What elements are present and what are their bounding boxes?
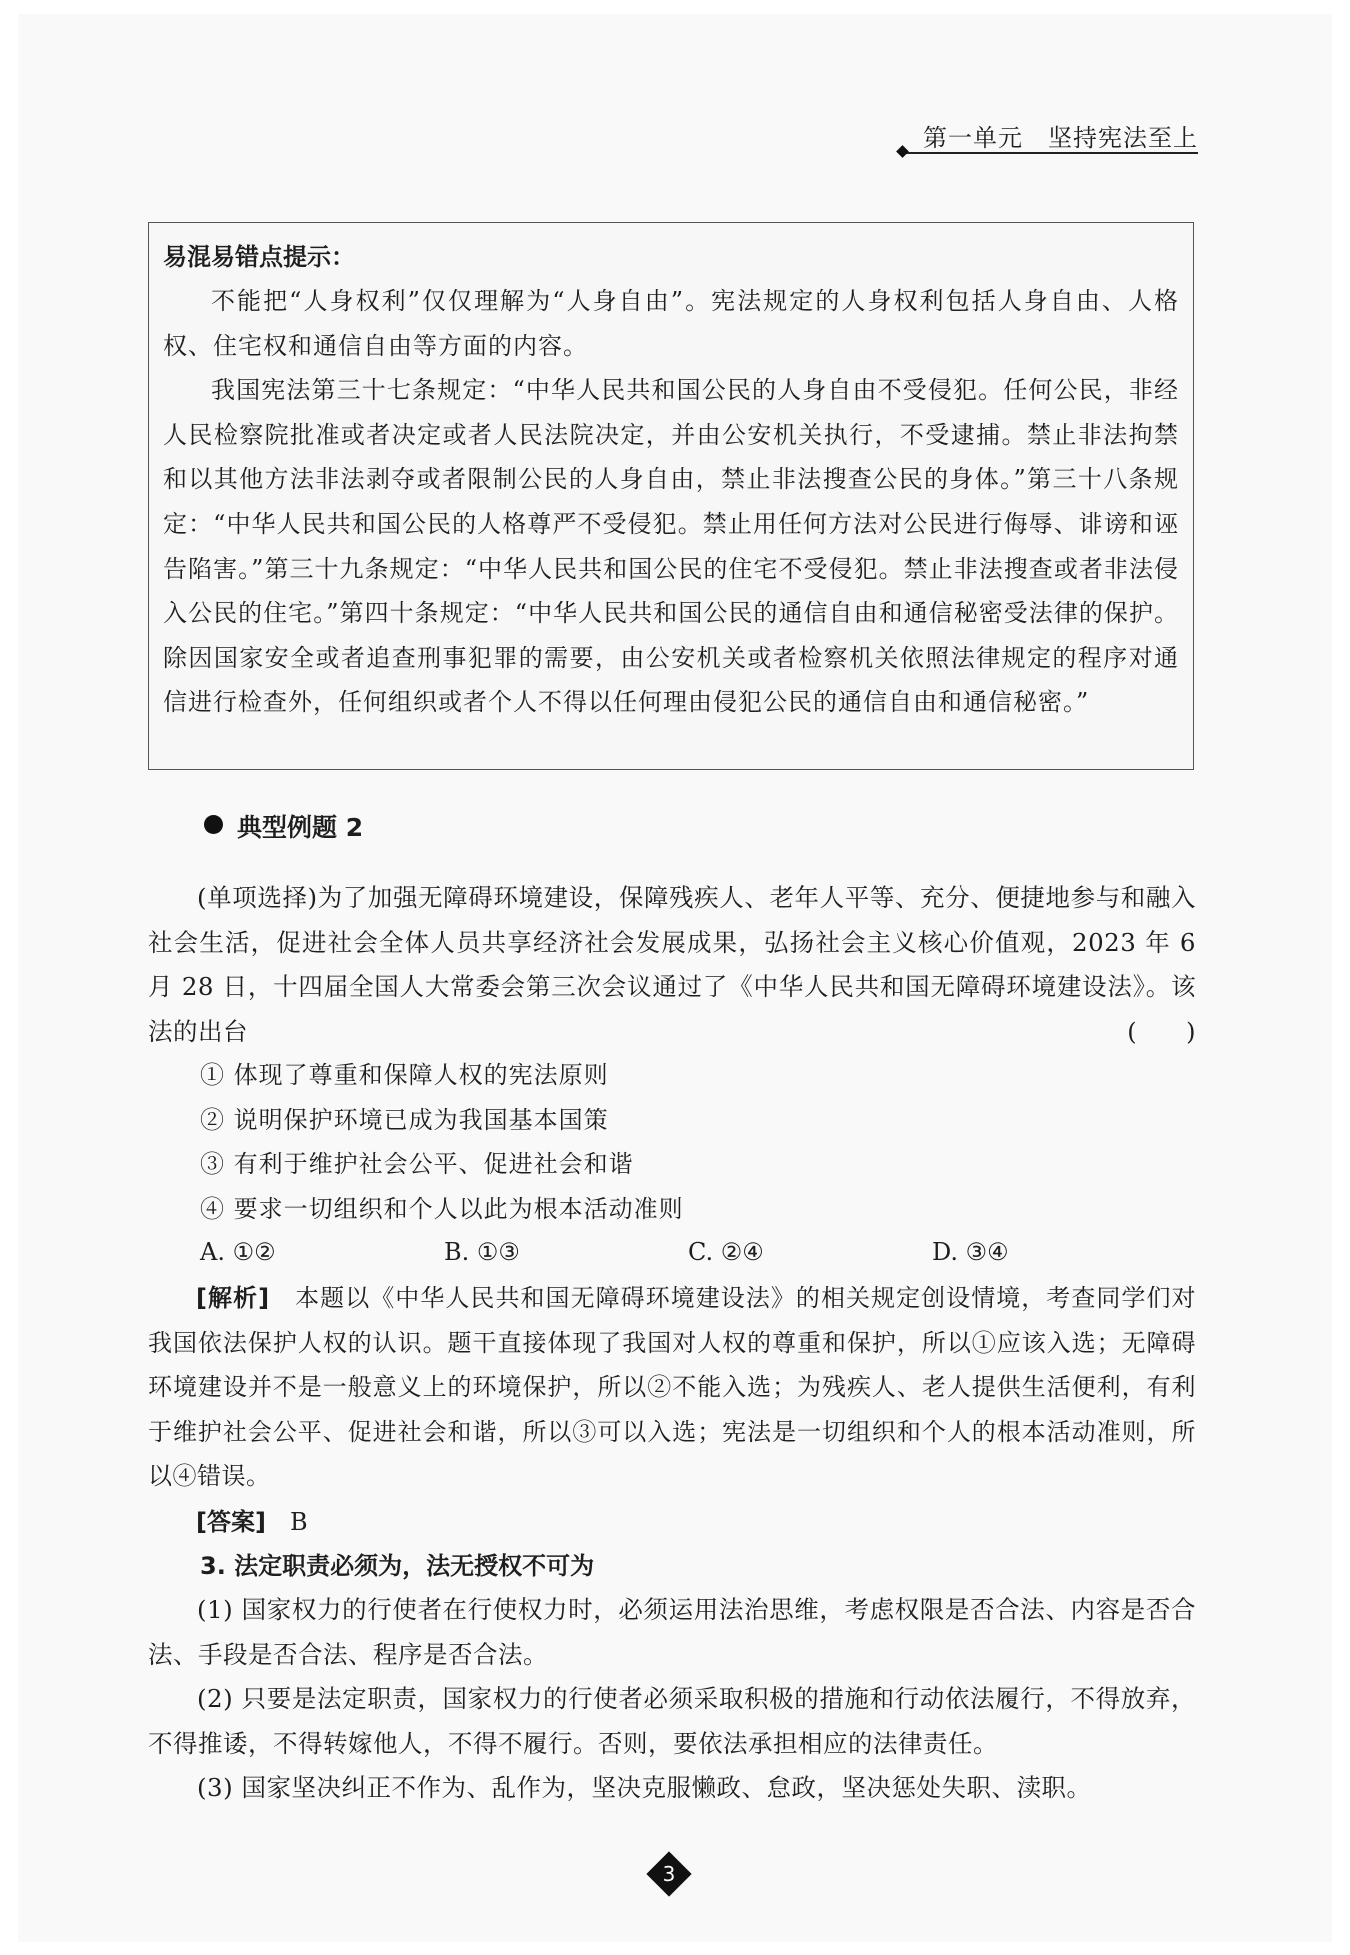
statement-options bbox=[200, 1053, 1200, 1231]
question-stem-text: (单项选择)为了加强无障碍环境建设，保障残疾人、老年人平等、充分、便捷地参与和融入社会生活，促进社会全体人员共享经济社会发展成果，弘扬社会主义核心价值观，2023 年 6 月 28 日，十四届全国人大常委会第三次会议通过了《中华人民共和国无障碍环境建设法》。该法的出台 bbox=[148, 883, 1196, 1046]
answer-section bbox=[148, 1500, 1196, 1544]
point-paragraph: (1) 国家权力的行使者在行使权力时，必须运用法治思维，考虑权限是否合法、内容是否合法、手段是否合法、程序是否合法。 bbox=[148, 1595, 1196, 1669]
point-paragraph: (3) 国家坚决纠正不作为、乱作为，坚决克服懒政、怠政，坚决惩处失职、渎职。 bbox=[197, 1773, 1092, 1803]
choice-a: A. ①② bbox=[200, 1238, 276, 1266]
running-header bbox=[898, 118, 1198, 158]
answer-value: B bbox=[289, 1508, 308, 1536]
tip-paragraph: 不能把“人身权利”仅仅理解为“人身自由”。宪法规定的人身权利包括人身自由、人格权、住宅权和通信自由等方面的内容。 bbox=[163, 287, 1179, 360]
statement-option: ④ 要求一切组织和个人以此为根本活动准则 bbox=[200, 1194, 684, 1223]
section-heading: 3. 法定职责必须为，法无授权不可为 bbox=[200, 1552, 595, 1580]
analysis-paragraph bbox=[148, 1276, 1196, 1499]
analysis-section bbox=[148, 1276, 1196, 1499]
tip-box-body bbox=[163, 279, 1179, 725]
page-number-badge bbox=[647, 1852, 691, 1896]
tip-box bbox=[148, 222, 1194, 770]
choice-b: B. ①③ bbox=[444, 1238, 520, 1266]
diamond-icon bbox=[896, 145, 909, 158]
section-points bbox=[148, 1588, 1196, 1811]
point-paragraph: (2) 只要是法定职责，国家权力的行使者必须采取积极的措施和行动依法履行，不得放弃，不得推诿，不得转嫁他人，不得不履行。否则，要依法承担相应的法律责任。 bbox=[148, 1684, 1196, 1758]
unit-title: 第一单元 坚持宪法至上 bbox=[923, 124, 1198, 152]
statement-option: ③ 有利于维护社会公平、促进社会和谐 bbox=[200, 1150, 634, 1179]
answer-paragraph bbox=[148, 1500, 1196, 1544]
question-stem bbox=[148, 876, 1196, 1054]
choice-c: C. ②④ bbox=[688, 1238, 764, 1266]
statement-option: ① 体现了尊重和保障人权的宪法原则 bbox=[200, 1061, 609, 1089]
page-number: 3 bbox=[662, 1862, 676, 1886]
answer-choices bbox=[200, 1230, 1200, 1274]
header-rule bbox=[904, 152, 1198, 154]
answer-bracket: ( ) bbox=[1127, 1017, 1196, 1046]
analysis-tag: [解析] bbox=[196, 1284, 270, 1312]
question-text bbox=[148, 876, 1196, 1054]
answer-tag: [答案] bbox=[196, 1508, 266, 1536]
example-heading: 典型例题 2 bbox=[237, 813, 364, 842]
tip-box-title: 易混易错点提示： bbox=[163, 243, 355, 271]
statement-option: ② 说明保护环境已成为我国基本国策 bbox=[200, 1105, 609, 1134]
bullet-icon bbox=[204, 815, 223, 834]
tip-paragraph: 我国宪法第三十七条规定：“中华人民共和国公民的人身自由不受侵犯。任何公民，非经人民检察院批准或者决定或者人民法院决定，并由公安机关执行，不受逮捕。禁止非法拘禁和以其他方法非法剥夺或者限制公民的人身自由，禁止非法搜查公民的身体。”第三十八条规定：“中华人民共和国公民的人格尊严不受侵犯。禁止用任何方法对公民进行侮辱、诽谤和诬告陷害。”第三十九条规定：“中华人民共和国公民的住宅不受侵犯。禁止非法搜查或者非法侵入公民的住宅。”第四十条规定：“中华人民共和国公民的通信自由和通信秘密受法律的保护。除因国家安全或者追查刑事犯罪的需要，由公安机关或者检察机关依照法律规定的程序对通信进行检查外，任何组织或者个人不得以任何理由侵犯公民的通信自由和通信秘密。” bbox=[163, 376, 1179, 717]
choice-d: D. ③④ bbox=[932, 1238, 1009, 1266]
analysis-text: 本题以《中华人民共和国无障碍环境建设法》的相关规定创设情境，考查同学们对我国依法保护人权的认识。题干直接体现了我国对人权的尊重和保护，所以①应该入选；无障碍环境建设并不是一般意义上的环境保护，所以②不能入选；为残疾人、老人提供生活便利，有利于维护社会公平、促进社会和谐，所以③可以入选；宪法是一切组织和个人的根本活动准则，所以④错误。 bbox=[148, 1284, 1197, 1491]
